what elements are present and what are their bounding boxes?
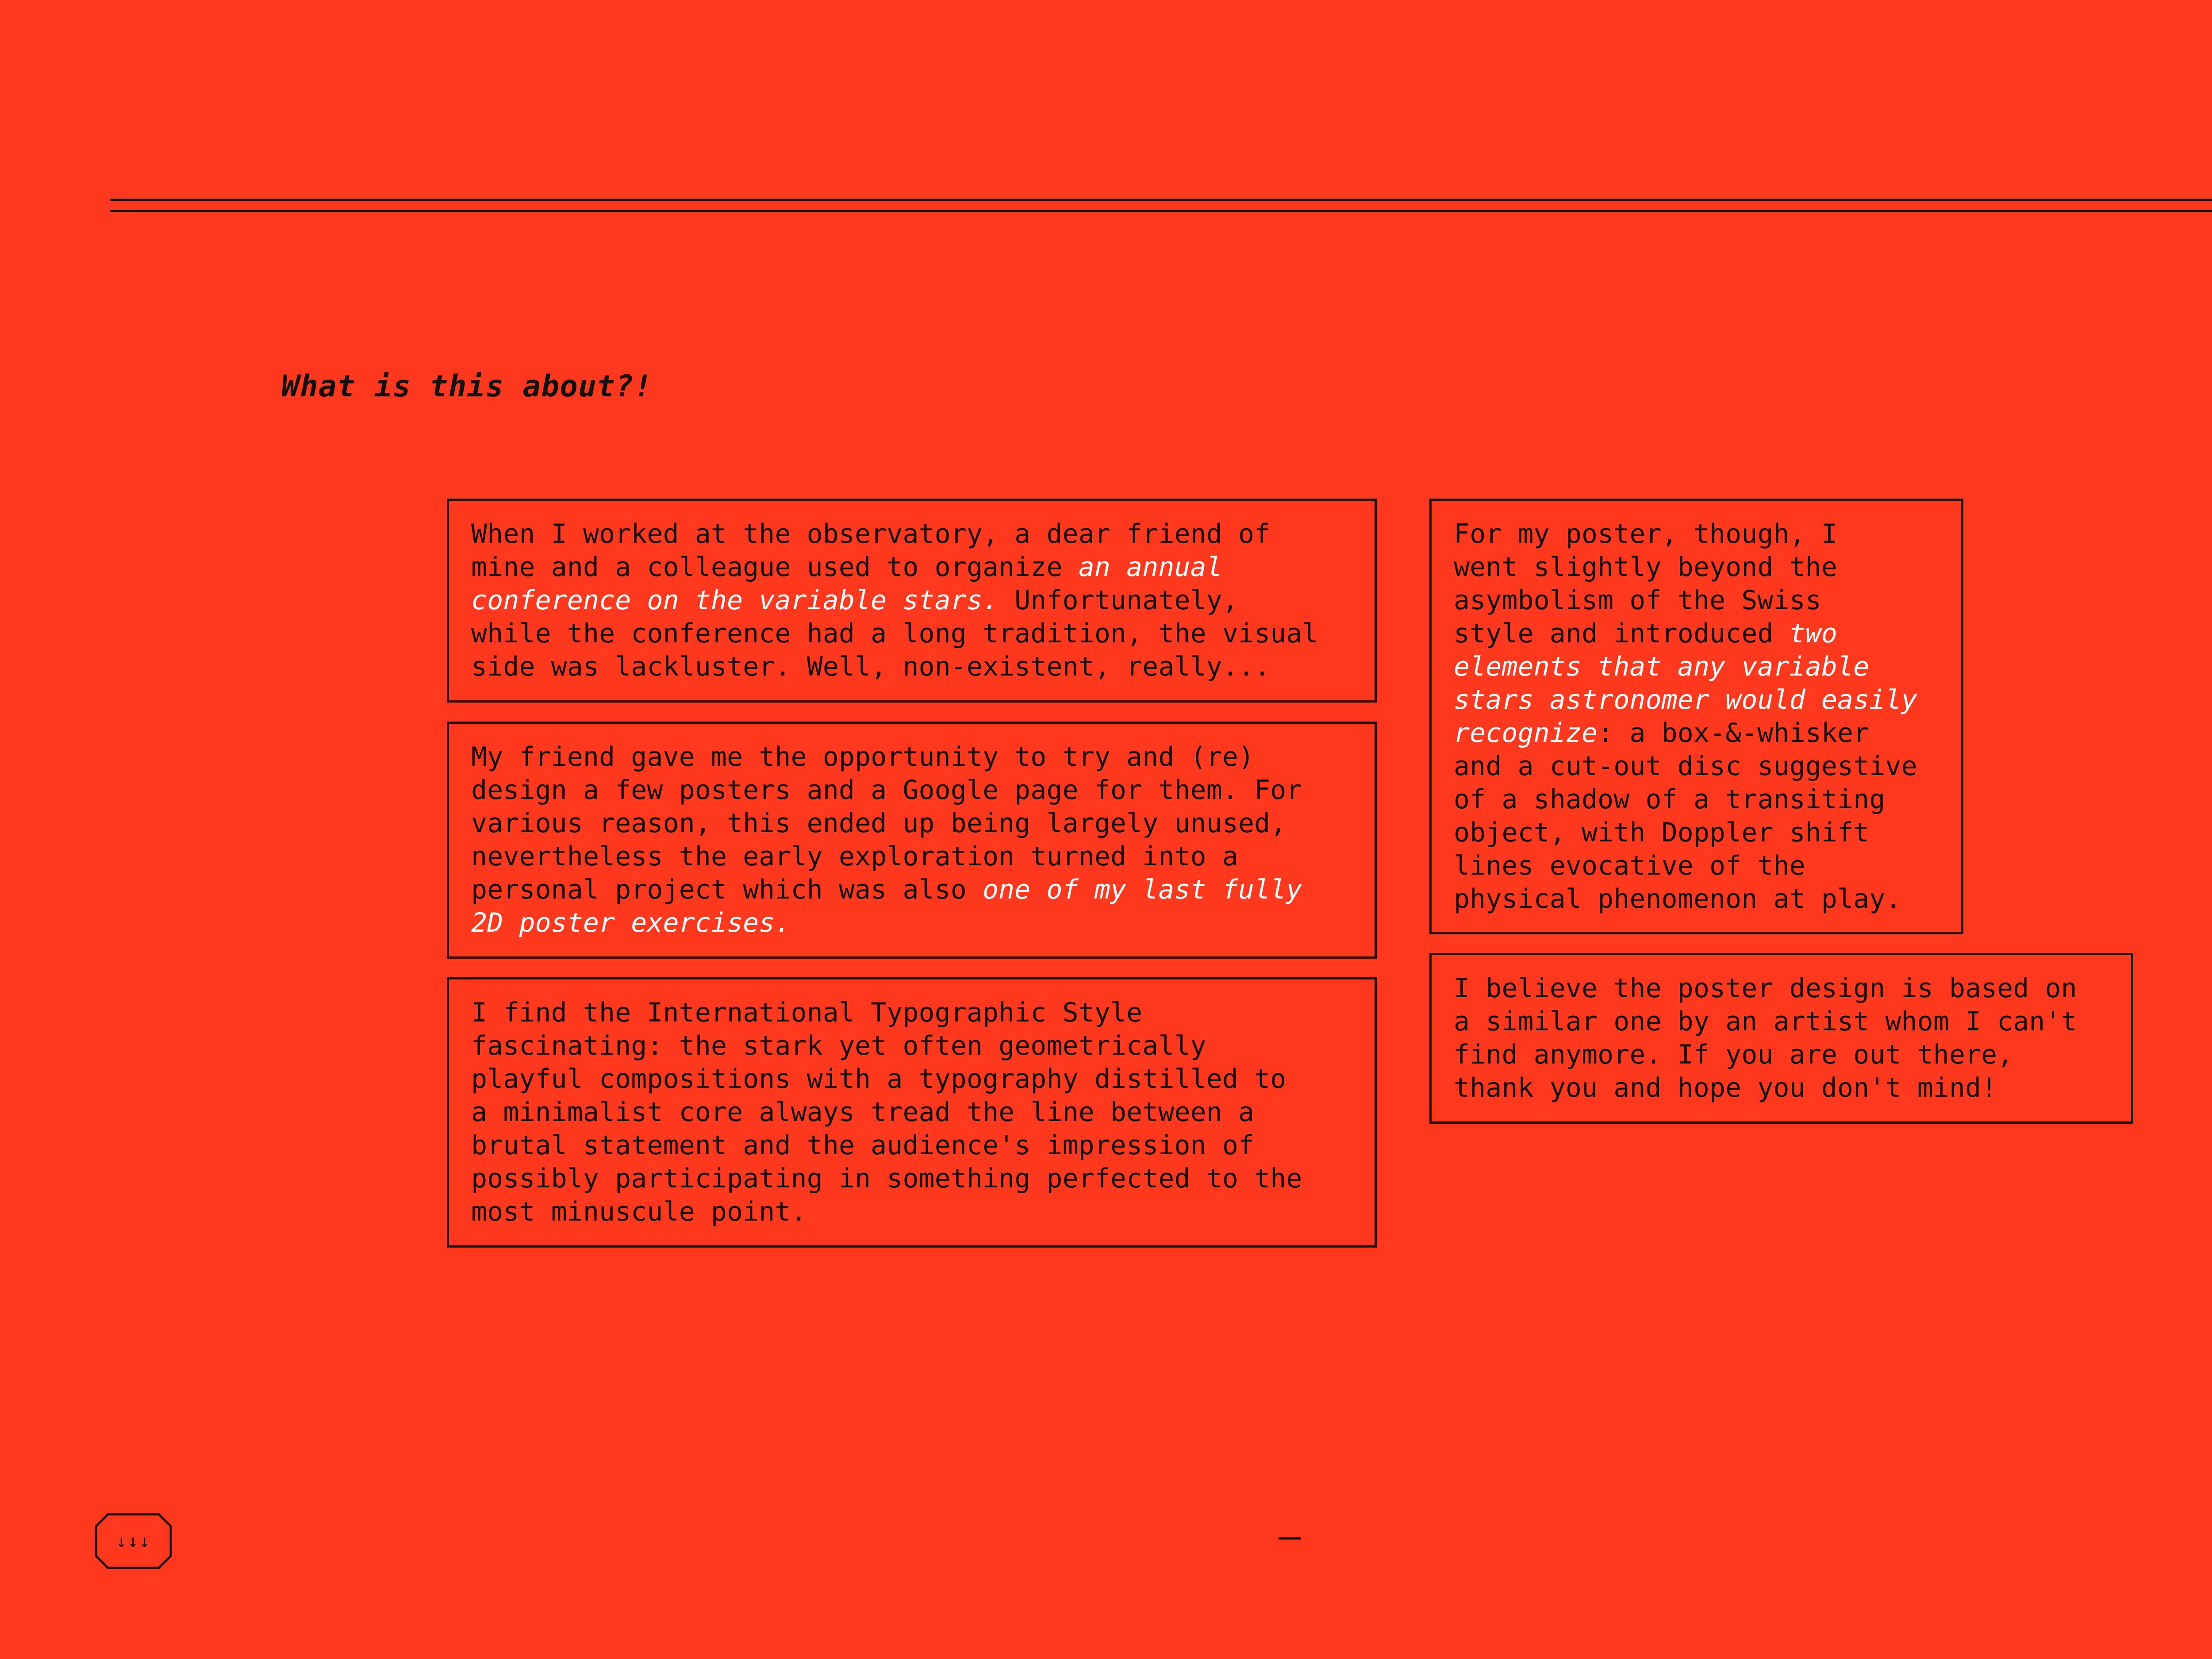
body-text: Unfortunately,	[998, 585, 1238, 616]
highlighted-text: stars astronomer would easily	[1454, 684, 1917, 715]
text-line	[471, 584, 1352, 617]
text-line	[471, 1029, 1352, 1063]
body-text: : a box-&-whisker	[1598, 718, 1870, 749]
text-card-observatory	[447, 499, 1377, 703]
text-line	[1454, 1005, 2109, 1038]
body-text: personal project which was also	[471, 874, 983, 905]
body-text: brutal statement and the audience's impression of	[471, 1130, 1255, 1161]
text-line	[1454, 849, 1939, 883]
body-text: possibly participating in something perfected to the	[471, 1163, 1302, 1194]
body-text: mine and a colleague used to organize	[471, 552, 1079, 583]
text-card-credit	[1429, 953, 2133, 1124]
body-text: most minuscule point.	[471, 1196, 807, 1227]
text-line	[1454, 972, 2109, 1005]
body-text: while the conference had a long tradition, the visual	[471, 618, 1318, 649]
scroll-down-button-left[interactable]	[95, 1513, 172, 1569]
text-line	[1454, 750, 1939, 783]
text-line	[471, 1063, 1352, 1096]
body-text: object, with Doppler shift	[1454, 817, 1870, 848]
text-line	[1454, 883, 1939, 916]
text-line	[471, 1096, 1352, 1129]
text-line	[471, 617, 1352, 650]
text-line	[1454, 1071, 2109, 1105]
text-line	[471, 518, 1352, 551]
text-line	[471, 650, 1352, 684]
body-text: fascinating: the stark yet often geometrically	[471, 1030, 1206, 1061]
body-text: When I worked at the observatory, a dear friend of	[471, 518, 1271, 549]
top-rule	[110, 199, 2212, 201]
text-card-poster-elements	[1429, 499, 1963, 934]
text-line	[1454, 617, 1939, 650]
body-text: For my poster, though, I	[1454, 518, 1837, 549]
text-line	[1454, 650, 1939, 684]
text-card-opportunity	[447, 722, 1377, 959]
text-line	[1454, 551, 1939, 584]
body-text: various reason, this ended up being largely unused,	[471, 808, 1286, 839]
highlighted-text: 2D poster exercises.	[471, 907, 791, 938]
body-text: design a few posters and a Google page for them. For	[471, 775, 1302, 806]
text-line	[1454, 816, 1939, 849]
body-text: nevertheless the early exploration turned into a	[471, 841, 1238, 872]
body-text: I believe the poster design is based on	[1454, 973, 2077, 1004]
down-arrows-icon: ↓↓↓	[116, 1531, 151, 1551]
text-line	[1454, 518, 1939, 551]
text-line	[471, 551, 1352, 584]
highlighted-text: conference on the variable stars.	[471, 585, 999, 616]
text-line	[1454, 1038, 2109, 1071]
body-text: find anymore. If you are out there,	[1454, 1039, 2013, 1070]
body-text: physical phenomenon at play.	[1454, 883, 1901, 914]
body-text: style and introduced	[1454, 618, 1790, 649]
body-text: thank you and hope you don't mind!	[1454, 1072, 1997, 1103]
body-text: a similar one by an artist whom I can't	[1454, 1006, 2077, 1037]
highlighted-text: one of my last fully	[982, 874, 1302, 905]
body-text: lines evocative of the	[1454, 850, 1805, 881]
text-line	[471, 1129, 1352, 1162]
body-text: of a shadow of a transiting	[1454, 784, 1886, 815]
text-line	[471, 906, 1352, 940]
text-line	[1454, 684, 1939, 717]
text-line	[471, 840, 1352, 873]
text-line	[1454, 717, 1939, 750]
highlighted-text: recognize	[1454, 718, 1598, 749]
body-text: and a cut-out disc suggestive	[1454, 751, 1917, 782]
text-card-typographic-style	[447, 977, 1377, 1248]
text-line	[471, 996, 1352, 1029]
text-line	[471, 1195, 1352, 1229]
text-line	[471, 1162, 1352, 1195]
text-line	[471, 873, 1352, 906]
highlighted-text: elements that any variable	[1454, 651, 1870, 682]
body-text: side was lackluster. Well, non-existent, really...	[471, 651, 1271, 682]
highlighted-text: an annual	[1078, 552, 1222, 583]
section-heading: What is this about?!	[281, 369, 653, 404]
body-text: asymbolism of the Swiss	[1454, 585, 1821, 616]
text-line	[1454, 584, 1939, 617]
highlighted-text: two	[1789, 618, 1837, 649]
body-text: I find the International Typographic Style	[471, 997, 1143, 1028]
text-line	[471, 807, 1352, 840]
top-rule-secondary	[110, 210, 2212, 212]
page-indicator	[1279, 1537, 1301, 1540]
text-line	[1454, 783, 1939, 816]
body-text: a minimalist core always tread the line between a	[471, 1097, 1255, 1128]
text-line	[471, 741, 1352, 774]
text-line	[471, 774, 1352, 807]
body-text: playful compositions with a typography distilled to	[471, 1064, 1286, 1094]
body-text: went slightly beyond the	[1454, 552, 1837, 583]
body-text: My friend gave me the opportunity to try and (re)	[471, 741, 1255, 772]
